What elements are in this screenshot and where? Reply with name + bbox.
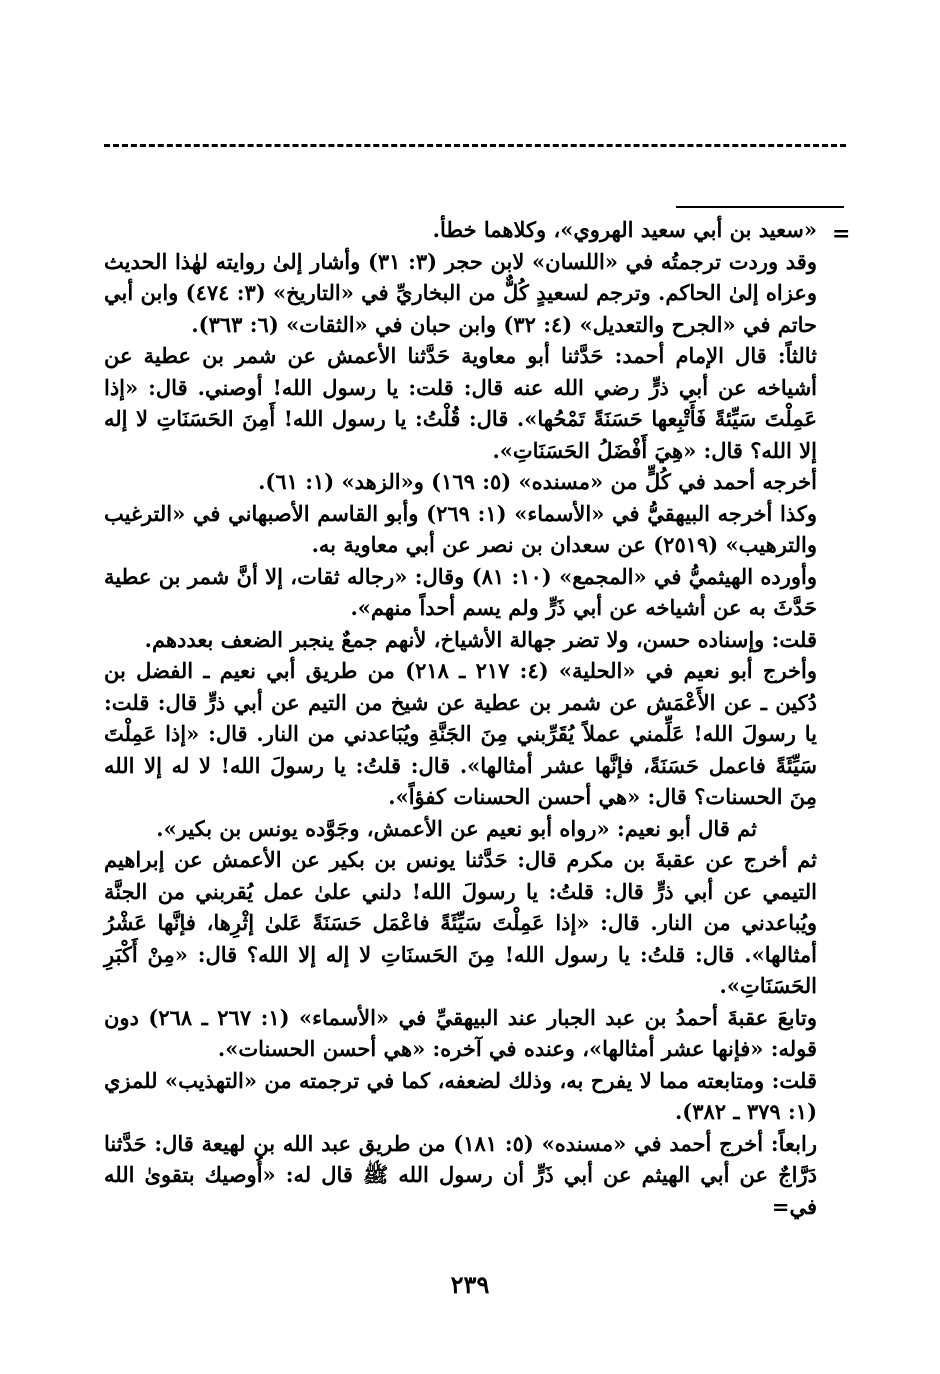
paragraph: ثم أخرج عن عقبةَ بن مكرم قال: حَدَّثنا يونس بن بكير عن الأعمش عن إبراهيم التيمي عن أبي ذرٍّ قال: قلتُ: يا رسولَ الله! دلني علىٰ عمل يُقربني من الجنَّة ويُباعدني من النار. قال: «إذا عَمِلْتَ سَيِّئَةً فاعْمَل حَسَنَةً عَلىٰ إثْرِها، فإنَّها عَشْرُ أمثالها». قال: قلتُ: يا رسول الله! مِنَ الحَسنَاتِ لا إله إلا الله؟ قال: «مِنْ أَكْبَرِ الحَسَنَاتِ». — [104, 847, 817, 998]
paragraph: وأخرج أبو نعيم في «الحلية» (٤: ٢١٧ ـ ٢١٨) من طريق أبي نعيم ـ الفضل بن دُكين ـ عن الأَعْمَش عن شمر بن عطية عن شيخ من التيم عن أبي ذرٍّ قال: قلت: يا رسولَ الله! عَلِّمني عملاً يُقَرِّبني مِنَ الجَنَّةِ ويُبَاعدني من النار. قال: «إذا عَمِلْتَ سَيِّئَةً فاعمل حَسَنَةً، فإنَّها عشر أمثالها». قال: قلتُ: يا رسولَ الله! لا له إلا الله مِنَ الحسنات؟ قال: «هي أحسن الحسنات كفؤاً». — [104, 658, 817, 809]
paragraph: وأورده الهيثميُّ في «المجمع» (١٠: ٨١) وقال: «رجاله ثقات، إلا أنَّ شمر بن عطية حَدَّثَ به عن أشياخه عن أبي ذَرٍّ ولم يسم أحداً منهم». — [104, 563, 817, 620]
page-number: ٢٣٩ — [450, 1270, 490, 1299]
paragraph: وكذا أخرجه البيهقيُّ في «الأسماء» (١: ٢٦٩) وأبو القاسم الأصبهاني في «الترغيب والترهيب» (٢٥١٩) عن سعدان بن نصر عن أبي معاوية به. — [104, 500, 817, 557]
paragraph: وقد وردت ترجمتُه في «اللسان» لابن حجر (٣: ٣١) وأشار إلىٰ روايته لهٰذا الحديث وعزاه إلىٰ الحاكم. وترجم لسعيدٍ كُلٌّ من البخاريِّ في «التاريخ» (٣: ٤٧٤) وابن أبي حاتم في «الجرح والتعديل» (٤: ٣٢) وابن حبان في «الثقات» (٦: ٣٦٣). — [104, 248, 817, 337]
paragraph: رابعاً: أخرج أحمد في «مسنده» (٥: ١٨١) من طريق عبد الله بن لهيعة قال: حَدَّثنا دَرَّاجٌ عن أبي الهيثم عن أبي ذَرٍّ أن رسول الله ﷺ قال له: «أُوصيك بتقوىٰ الله في= — [104, 1130, 817, 1219]
continuation-mark: = — [832, 221, 851, 247]
paragraph: ثم قال أبو نعيم: «رواه أبو نعيم عن الأعمش، وجَوَّده يونس بن بكير». — [156, 815, 757, 841]
dashed-separator — [104, 144, 846, 147]
paragraph: قلت: ومتابعته مما لا يفرح به، وذلك لضعفه، كما في ترجمته من «التهذيب» للمزي (١: ٣٧٩ ـ ٣٨٢). — [104, 1067, 817, 1124]
paragraph: ثالثاً: قال الإمام أحمد: حَدَّثنا أبو معاوية حَدَّثنا الأعمش عن شمر بن عطية عن أشياخه عن أبي ذرٍّ رضي الله عنه قال: قلت: يا رسول الله! أوصني. قال: «إذا عَمِلْتَ سَيِّئةً فَأَتْبِعها حَسَنَةً تَمْحُها». قال: قُلْتُ: يا رسول الله! أَمِنَ الحَسَنَاتِ لا إله إلا الله؟ قال: «هِيَ أَفْضَلُ الحَسَنَاتِ». — [104, 343, 817, 463]
footnote-text — [104, 214, 817, 1222]
paragraph: «سعيد بن أبي سعيد الهروي»، وكلاهما خطأ. — [432, 217, 817, 242]
footnote-rule — [676, 206, 844, 208]
paragraph: قلت: وإسناده حسن، ولا تضر جهالة الأشياخ، لأنهم جمعٌ ينجبر الضعف بعددهم. — [144, 626, 817, 652]
paragraph: وتابعَ عقبةَ أحمدُ بن عبد الجبار عند البيهقيِّ في «الأسماء» (١: ٢٦٧ ـ ٢٦٨) دون قوله: «فإنها عشر أمثالها»، وعنده في آخره: «هي أحسن الحسنات». — [104, 1004, 817, 1061]
paragraph: أخرجه أحمد في كُلٍّ من «مسنده» (٥: ١٦٩) و«الزهد» (١: ٦١). — [258, 469, 817, 494]
